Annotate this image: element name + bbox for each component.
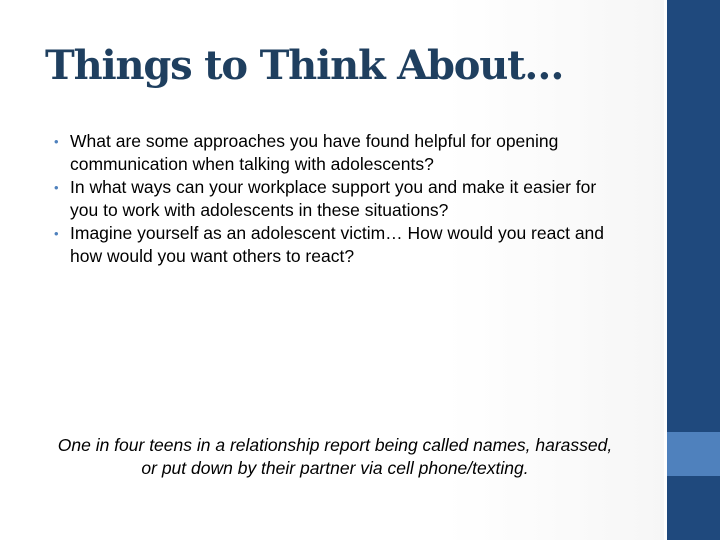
bullet-item: [52, 176, 612, 222]
slide-title: Things to Think About…: [45, 42, 564, 89]
bullet-list: [52, 130, 612, 268]
bullet-item: [52, 130, 612, 176]
bullet-item: [52, 222, 612, 268]
bullet-dot-icon: •: [54, 226, 59, 241]
sidebar-accent-band: [667, 432, 720, 476]
bullet-text: Imagine yourself as an adolescent victim… How would you react and how would you want others to react?: [70, 223, 605, 266]
bullet-text: In what ways can your workplace support you and make it easier for you to work with adolescents in these situations?: [70, 177, 597, 220]
bullet-dot-icon: •: [54, 134, 59, 149]
bullet-dot-icon: •: [54, 180, 59, 195]
bullet-text: What are some approaches you have found helpful for opening communication when talking with adolescents?: [70, 131, 559, 174]
statistic-callout: One in four teens in a relationship report being called names, harassed, or put down by their partner via cell phone/texting.: [57, 435, 613, 478]
